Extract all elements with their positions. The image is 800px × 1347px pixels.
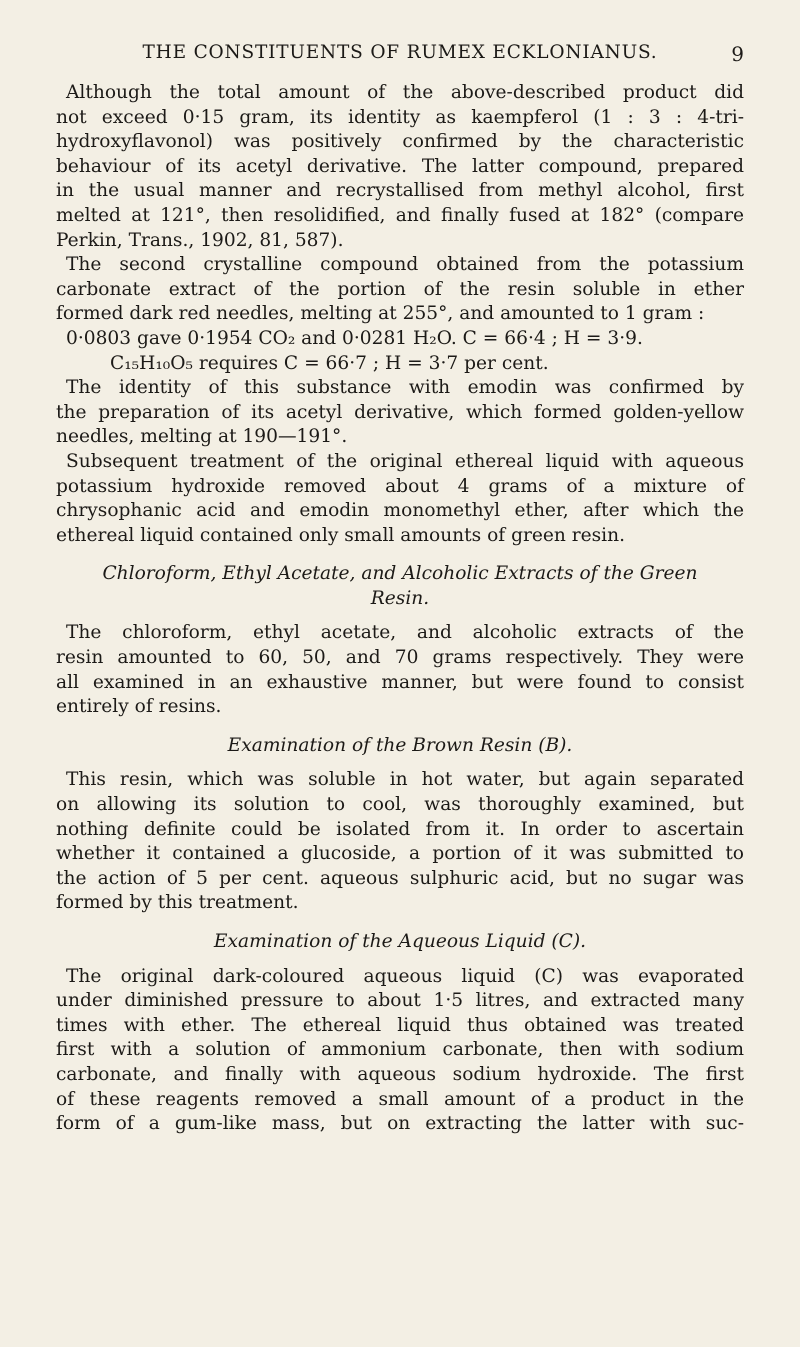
text-line: carbonate, and finally with aqueous sodium hydroxide. The first	[56, 1063, 744, 1085]
paragraph-emodin-identity	[56, 376, 744, 450]
text-line: entirely of resins.	[56, 696, 222, 718]
running-head	[56, 42, 744, 68]
text-line: whether it contained a glucoside, a portion of it was submitted to	[56, 843, 744, 865]
text-line: not exceed 0·15 gram, its identity as kaempferol (1 : 3 : 4-tri-	[56, 106, 744, 128]
text-line: of these reagents removed a small amount of a product in the	[56, 1088, 744, 1110]
page-number: 9	[731, 42, 744, 66]
paragraph-aqueous-liquid	[56, 965, 744, 1137]
paragraph-kaempferol	[56, 81, 744, 253]
analysis-line: C₁₅H₁₀O₅ requires C = 66·7 ; H = 3·7 per cent.	[110, 352, 549, 374]
spacer	[56, 548, 744, 562]
text-line: resin amounted to 60, 50, and 70 grams respectively. They were	[56, 647, 744, 669]
paragraph-extracts	[56, 621, 744, 719]
text-line: formed dark red needles, melting at 255°, and amounted to 1 gram :	[56, 303, 705, 325]
text-line: Although the total amount of the above-described product did	[66, 82, 744, 103]
text-line: ethereal liquid contained only small amounts of green resin.	[56, 524, 626, 546]
paragraph-emodin-isolation	[56, 253, 744, 376]
spacer	[56, 916, 744, 930]
spacer	[56, 720, 744, 734]
text-line: all examined in an exhaustive manner, but were found to consist	[56, 671, 744, 693]
text-line: the action of 5 per cent. aqueous sulphuric acid, but no sugar was	[56, 867, 744, 889]
text-line: formed by this treatment.	[56, 892, 299, 914]
text-line: The chloroform, ethyl acetate, and alcoholic extracts of the	[66, 622, 744, 644]
text-line: This resin, which was soluble in hot water, but again separated	[66, 769, 744, 791]
spacer	[56, 955, 744, 965]
text-line: chrysophanic acid and emodin monomethyl ether, after which the	[56, 500, 744, 522]
text-line: nothing definite could be isolated from it. In order to ascertain	[56, 818, 744, 840]
text-line: the preparation of its acetyl derivative, which formed golden-yellow	[56, 401, 744, 423]
text-line: behaviour of its acetyl derivative. The latter compound, prepared	[56, 155, 744, 177]
text-line: Subsequent treatment of the original ethereal liquid with aqueous	[66, 450, 744, 472]
analysis-line: 0·0803 gave 0·1954 CO₂ and 0·0281 H₂O. C = 66·4 ; H = 3·9.	[66, 327, 643, 349]
spacer	[56, 611, 744, 621]
paragraph-brown-resin	[56, 768, 744, 916]
text-line: potassium hydroxide removed about 4 grams of a mixture of	[56, 475, 744, 497]
running-title: THE CONSTITUENTS OF RUMEX ECKLONIANUS.	[142, 42, 658, 63]
paragraph-potassium-hydroxide	[56, 450, 744, 548]
section-heading-brown-resin: Examination of the Brown Resin (B).	[227, 734, 573, 756]
body-text	[56, 81, 744, 1137]
text-line: Perkin, Trans., 1902, 81, 587).	[56, 229, 344, 251]
section-heading-aqueous-liquid: Examination of the Aqueous Liquid (C).	[213, 931, 587, 952]
text-line: The identity of this substance with emodin was confirmed by	[66, 377, 744, 399]
text-line: hydroxyflavonol) was positively confirmed by the characteristic	[56, 131, 744, 153]
text-line: The original dark-coloured aqueous liquid (C) was evaporated	[66, 965, 744, 987]
text-line: needles, melting at 190—191°.	[56, 426, 348, 448]
text-line: The second crystalline compound obtained from the potassium	[66, 254, 744, 276]
text-line: carbonate extract of the portion of the resin soluble in ether	[56, 278, 744, 300]
text-line: on allowing its solution to cool, was thoroughly examined, but	[56, 794, 744, 816]
text-line: melted at 121°, then resolidified, and finally fused at 182° (compare	[56, 204, 744, 226]
text-line: under diminished pressure to about 1·5 litres, and extracted many	[56, 990, 744, 1012]
heading-line: Chloroform, Ethyl Acetate, and Alcoholic Extracts of the Green	[102, 563, 698, 585]
heading-line: Resin.	[370, 587, 430, 609]
text-line: first with a solution of ammonium carbonate, then with sodium	[56, 1039, 744, 1061]
section-heading-green-resin	[56, 562, 744, 611]
spacer	[56, 758, 744, 768]
text-line: form of a gum-like mass, but on extracting the latter with suc-	[56, 1113, 744, 1135]
text-line: in the usual manner and recrystallised from methyl alcohol, first	[56, 180, 744, 202]
text-line: times with ether. The ethereal liquid thus obtained was treated	[56, 1014, 744, 1036]
